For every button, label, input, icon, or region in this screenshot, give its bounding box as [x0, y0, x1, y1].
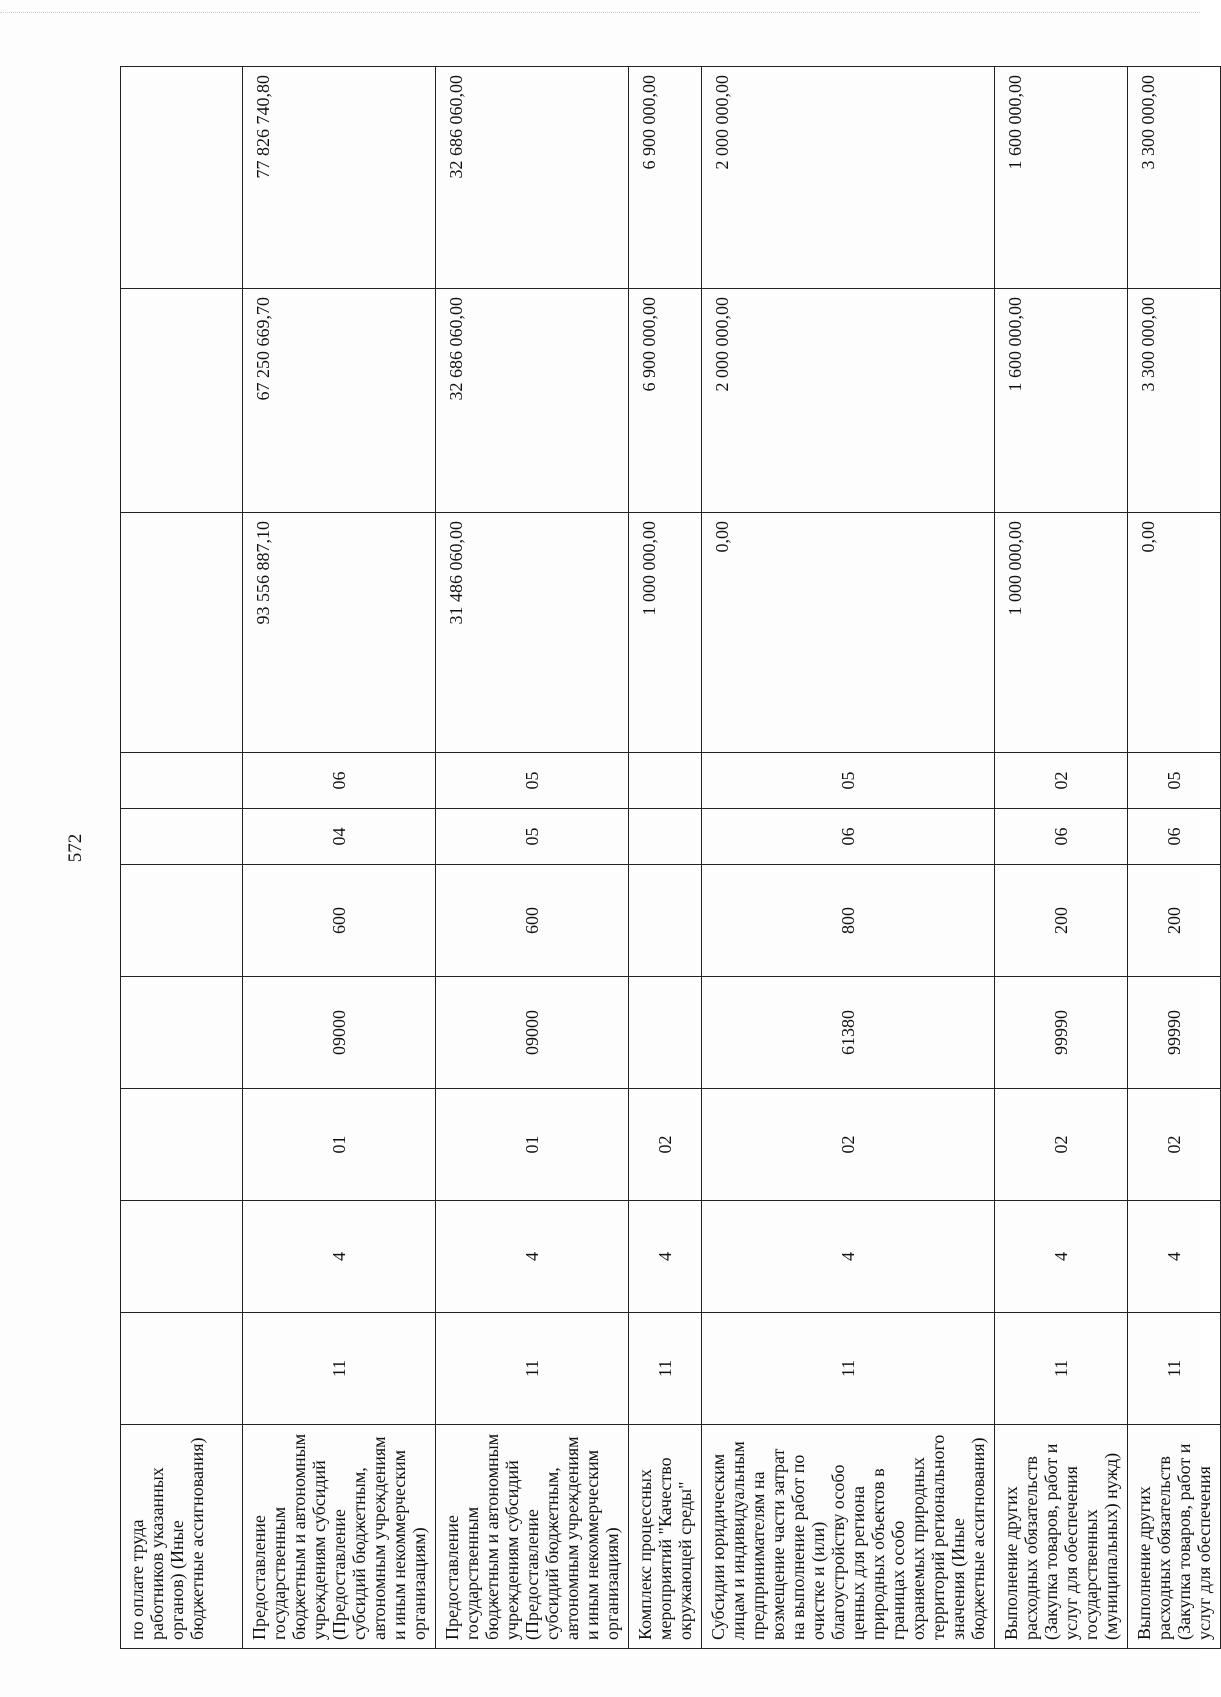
amount-cell: 0,00 [702, 513, 995, 753]
code-cell: 06 [702, 809, 995, 865]
code-cell [629, 977, 702, 1089]
amount-cell [121, 289, 243, 513]
amount-cell: 3 300 000,00 [1128, 289, 1221, 513]
code-cell [121, 809, 243, 865]
table-row [995, 67, 1128, 1649]
code-cell: 05 [436, 809, 629, 865]
budget-table [120, 66, 1221, 1649]
code-cell: 06 [995, 809, 1128, 865]
code-cell: 09000 [436, 977, 629, 1089]
code-cell: 01 [436, 1089, 629, 1201]
code-cell [121, 753, 243, 809]
code-cell: 11 [995, 1313, 1128, 1425]
code-cell: 99990 [995, 977, 1128, 1089]
code-cell [629, 865, 702, 977]
amount-cell: 31 486 060,00 [436, 513, 629, 753]
page-number: 572 [65, 833, 86, 863]
code-cell [629, 753, 702, 809]
code-cell: 04 [243, 809, 436, 865]
code-cell: 09000 [243, 977, 436, 1089]
code-cell: 200 [995, 865, 1128, 977]
code-cell [121, 1201, 243, 1313]
code-cell: 200 [1128, 865, 1221, 977]
code-cell: 4 [243, 1201, 436, 1313]
code-cell: 02 [702, 1089, 995, 1201]
table-row [1128, 67, 1221, 1649]
code-cell: 800 [702, 865, 995, 977]
amount-cell: 32 686 060,00 [436, 67, 629, 289]
code-cell: 4 [629, 1201, 702, 1313]
amount-cell: 67 250 669,70 [243, 289, 436, 513]
code-cell [629, 809, 702, 865]
table-row [243, 67, 436, 1649]
code-cell: 02 [629, 1089, 702, 1201]
table-row [436, 67, 629, 1649]
code-cell: 11 [436, 1313, 629, 1425]
code-cell: 05 [436, 753, 629, 809]
rotated-table-wrapper [120, 67, 1214, 1649]
code-cell: 02 [1128, 1089, 1221, 1201]
code-cell [121, 977, 243, 1089]
code-cell: 11 [1128, 1313, 1221, 1425]
code-cell: 600 [436, 865, 629, 977]
amount-cell: 1 600 000,00 [995, 67, 1128, 289]
amount-cell: 2 000 000,00 [702, 289, 995, 513]
code-cell: 02 [995, 753, 1128, 809]
row-description: Предоставление государственным бюджетным и автономным учреждениям субсидий (Предоставление субсидий бюджетным, автономным учреждениям и иным некоммерческим организациям) [436, 1425, 629, 1649]
amount-cell: 6 900 000,00 [629, 289, 702, 513]
table-row [121, 67, 243, 1649]
code-cell: 99990 [1128, 977, 1221, 1089]
amount-cell [121, 513, 243, 753]
amount-cell: 6 900 000,00 [629, 67, 702, 289]
row-description: Выполнение других расходных обязательств (Закупка товаров, работ и услуг для обеспечения [1128, 1425, 1221, 1649]
row-description: Предоставление государственным бюджетным и автономным учреждениям субсидий (Предоставление субсидий бюджетным, автономным учреждениям и иным некоммерческим организациям) [243, 1425, 436, 1649]
code-cell: 02 [995, 1089, 1128, 1201]
row-description: по оплате труда работников указанных органов) (Иные бюджетные ассигнования) [121, 1425, 243, 1649]
amount-cell [121, 67, 243, 289]
code-cell: 06 [243, 753, 436, 809]
code-cell: 4 [1128, 1201, 1221, 1313]
scan-top-edge [0, 12, 1200, 13]
amount-cell: 32 686 060,00 [436, 289, 629, 513]
table-row [629, 67, 702, 1649]
amount-cell: 3 300 000,00 [1128, 67, 1221, 289]
amount-cell: 0,00 [1128, 513, 1221, 753]
amount-cell: 77 826 740,80 [243, 67, 436, 289]
code-cell: 01 [243, 1089, 436, 1201]
code-cell: 05 [702, 753, 995, 809]
amount-cell: 1 600 000,00 [995, 289, 1128, 513]
code-cell [121, 865, 243, 977]
code-cell: 4 [702, 1201, 995, 1313]
row-description: Комплекс процессных мероприятий "Качество окружающей среды" [629, 1425, 702, 1649]
amount-cell: 1 000 000,00 [995, 513, 1128, 753]
row-description: Выполнение других расходных обязательств (Закупка товаров, работ и услуг для обеспечения государственных (муниципальных) нужд) [995, 1425, 1128, 1649]
code-cell [121, 1089, 243, 1201]
code-cell: 05 [1128, 753, 1221, 809]
code-cell: 4 [436, 1201, 629, 1313]
code-cell [121, 1313, 243, 1425]
code-cell: 11 [629, 1313, 702, 1425]
code-cell: 61380 [702, 977, 995, 1089]
amount-cell: 2 000 000,00 [702, 67, 995, 289]
code-cell: 06 [1128, 809, 1221, 865]
amount-cell: 93 556 887,10 [243, 513, 436, 753]
table-row [702, 67, 995, 1649]
row-description: Субсидии юридическим лицам и индивидуальным предпринимателям на возмещение части затрат на выполнение работ по очистке и (или) благоустройству особо ценных для региона природных объектов в границах особо охраняемых природных территорий регионального значения (Иные бюджетные ассигнования) [702, 1425, 995, 1649]
code-cell: 11 [702, 1313, 995, 1425]
code-cell: 11 [243, 1313, 436, 1425]
code-cell: 600 [243, 865, 436, 977]
amount-cell: 1 000 000,00 [629, 513, 702, 753]
code-cell: 4 [995, 1201, 1128, 1313]
